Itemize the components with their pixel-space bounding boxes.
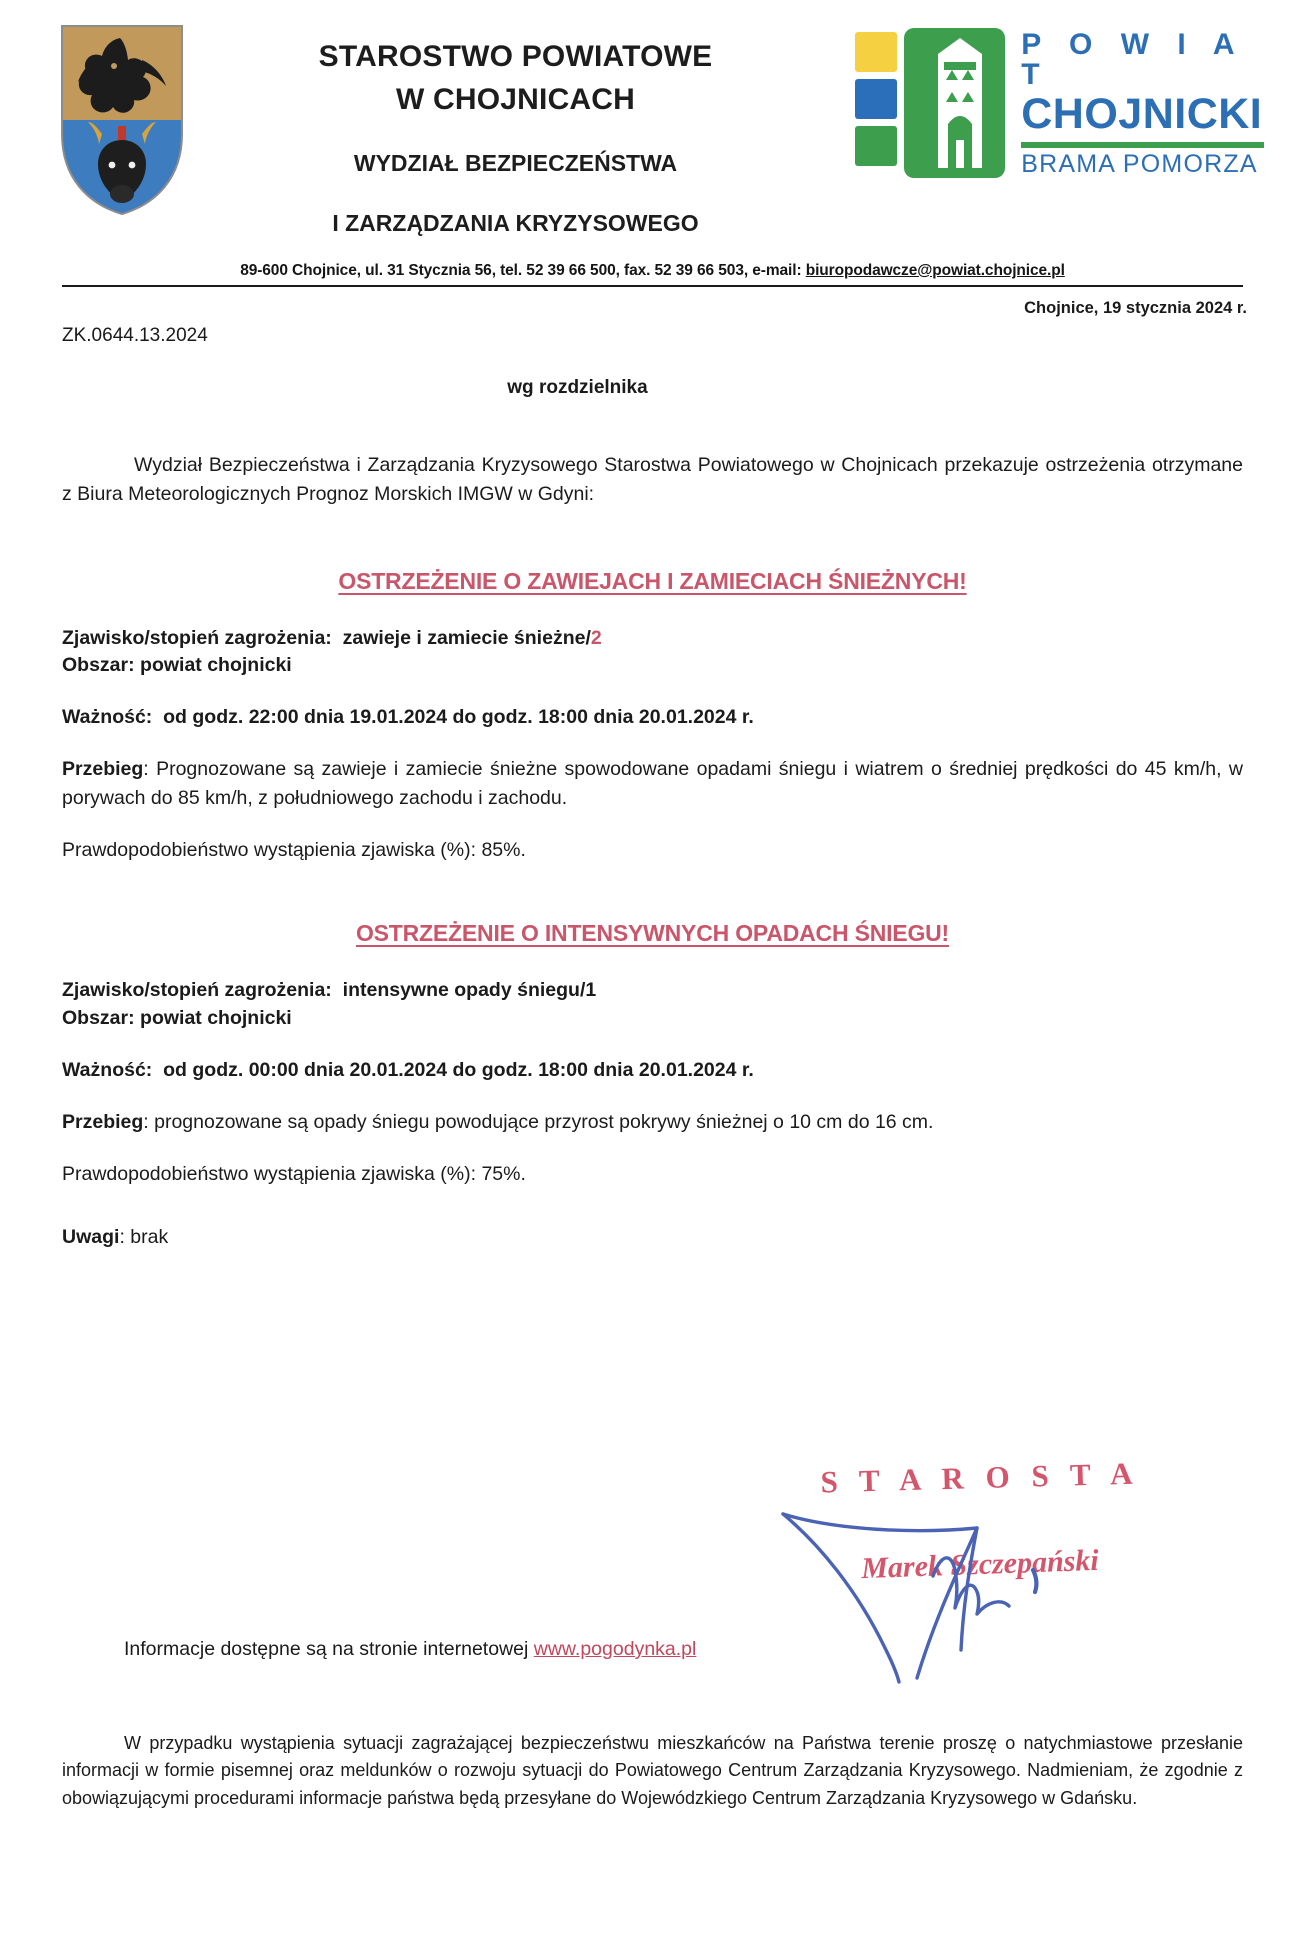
department-title-line2: I ZARZĄDZANIA KRYZYSOWEGO: [332, 209, 699, 236]
info-text: Informacje dostępne są na stronie internetowej: [124, 1638, 534, 1660]
logo-color-bars: [855, 32, 897, 166]
area-label-2: Obszar:: [62, 1007, 135, 1030]
probability-line-2: Prawdopodobieństwo wystąpienia zjawiska (%): 75%.: [62, 1163, 526, 1185]
logo-wordmark: [1021, 28, 1265, 177]
course-value-1: : Prognozowane są zawieje i zamiecie śnieżne spowodowane opadami śniegu i wiatrem o średniej prędkości do 45 km/h, w porywach do 85 km/h, z południowego zachodu i zachodu.: [62, 757, 1243, 810]
organization-title-line2: W CHOJNICACH: [395, 82, 636, 116]
validity-value-1: od godz. 22:00 dnia 19.01.2024 do godz. 18:00 dnia 20.01.2024 r.: [163, 705, 754, 728]
logo-divider: [1021, 142, 1264, 148]
stamp-title: S T A R O S T A: [820, 1455, 1140, 1500]
contact-line: [62, 262, 1243, 280]
remarks-line: [62, 1226, 1243, 1249]
logo-text-chojnicki: CHOJNICKI: [1021, 90, 1263, 138]
place-and-date: Chojnice, 19 stycznia 2024 r.: [1024, 299, 1247, 317]
warning-title-2: OSTRZEŻENIE O INTENSYWNYCH OPADACH ŚNIEGU!: [355, 920, 950, 947]
phenomenon-label-1: Zjawisko/stopień zagrożenia:: [62, 626, 332, 649]
addressee: wg rozdzielnika: [507, 377, 648, 398]
area-line-1: [62, 652, 1243, 680]
area-value-1: powiat chojnicki: [140, 654, 292, 677]
warning-block-1: [62, 625, 1243, 863]
phenomenon-line-2: [62, 977, 1243, 1005]
phenomenon-level-2: 1: [585, 979, 597, 1002]
validity-line-2: [62, 1059, 1243, 1082]
warning-block-2: [62, 977, 1243, 1186]
phenomenon-label-2: Zjawisko/stopień zagrożenia:: [62, 979, 332, 1002]
intro-paragraph: Wydział Bezpieczeństwa i Zarządzania Kryzysowego Starostwa Powiatowego w Chojnicach przekazuje ostrzeżenia otrzymane z Biura Meteorologicznych Prognoz Morskich IMGW w Gdyni:: [62, 454, 1243, 506]
logo-text-powiat: P O W I A T: [1021, 28, 1244, 91]
document-body: [62, 451, 1243, 1249]
remarks-label: Uwagi: [62, 1226, 120, 1248]
course-label-2: Przebieg: [62, 1110, 144, 1133]
logo-tower-icon: [904, 28, 1006, 178]
powiat-chojnicki-logo: [855, 28, 1265, 178]
closing-paragraph: W przypadku wystąpienia sytuacji zagrażającej bezpieczeństwu mieszkańców na Państwa terenie proszę o natychmiastowe przesłanie informacji w formie pisemnej oraz meldunków o rozwoju sytuacji do Powiatowego Centrum Zarządzania Kryzysowego. Nadmieniam, że zgodnie z obowiązującymi procedurami informacje państwa będą przesyłane do Wojewódzkiego Centrum Zarządzania Kryzysowego w Gdańsku.: [62, 1733, 1243, 1808]
phenomenon-value-1: zawieje i zamiecie śnieżne/: [342, 626, 591, 649]
warning-title-1: OSTRZEŻENIE O ZAWIEJACH I ZAMIECIACH ŚNIEŻNYCH!: [338, 567, 967, 594]
department-title-line1: WYDZIAŁ BEZPIECZEŃSTWA: [353, 150, 678, 177]
validity-label-2: Ważność:: [62, 1058, 153, 1081]
organization-title-line1: STAROSTWO POWIATOWE: [318, 40, 713, 73]
pogodynka-link[interactable]: www.pogodynka.pl: [533, 1638, 697, 1660]
logo-bar-green: [855, 126, 897, 166]
logo-bar-blue: [855, 79, 897, 119]
course-line-2: [62, 1108, 1243, 1137]
course-line-1: [62, 755, 1243, 814]
area-line-2: [62, 1005, 1243, 1033]
area-value-2: powiat chojnicki: [140, 1007, 292, 1030]
info-line: [62, 1638, 1243, 1661]
logo-text-tagline: BRAMA POMORZA: [1021, 150, 1258, 179]
probability-line-1: Prawdopodobieństwo wystąpienia zjawiska (%): 85%.: [62, 839, 526, 862]
course-value-2: : prognozowane są opady śniegu powodujące przyrost pokrywy śnieżnej o 10 cm do 16 cm.: [143, 1110, 934, 1133]
contact-bar: [62, 250, 1243, 287]
header-titles: [186, 14, 855, 240]
coat-of-arms-crest: [58, 22, 186, 218]
document-meta: [62, 299, 1275, 371]
contact-email[interactable]: biuropodawcze@powiat.chojnice.pl: [805, 262, 1065, 279]
reference-number: ZK.0644.13.2024: [62, 325, 208, 346]
validity-line-1: [62, 706, 1243, 729]
logo-bar-yellow: [855, 32, 897, 72]
area-label-1: Obszar:: [62, 654, 135, 677]
validity-label-1: Ważność:: [62, 705, 153, 728]
stamp-name: Marek Szczepański: [860, 1543, 1100, 1586]
course-label-1: Przebieg: [62, 757, 144, 780]
document-header: [0, 0, 1305, 250]
validity-value-2: od godz. 00:00 dnia 20.01.2024 do godz. 18:00 dnia 20.01.2024 r.: [163, 1058, 754, 1081]
phenomenon-line-1: [62, 625, 1243, 653]
remarks-value: : brak: [119, 1226, 169, 1248]
phenomenon-value-2: intensywne opady śniegu/: [342, 979, 586, 1002]
contact-address: 89-600 Chojnice, ul. 31 Stycznia 56, tel. 52 39 66 500, fax. 52 39 66 503, e-mail:: [240, 262, 806, 279]
phenomenon-level-1: 2: [590, 626, 602, 649]
header-divider: [62, 285, 1243, 287]
